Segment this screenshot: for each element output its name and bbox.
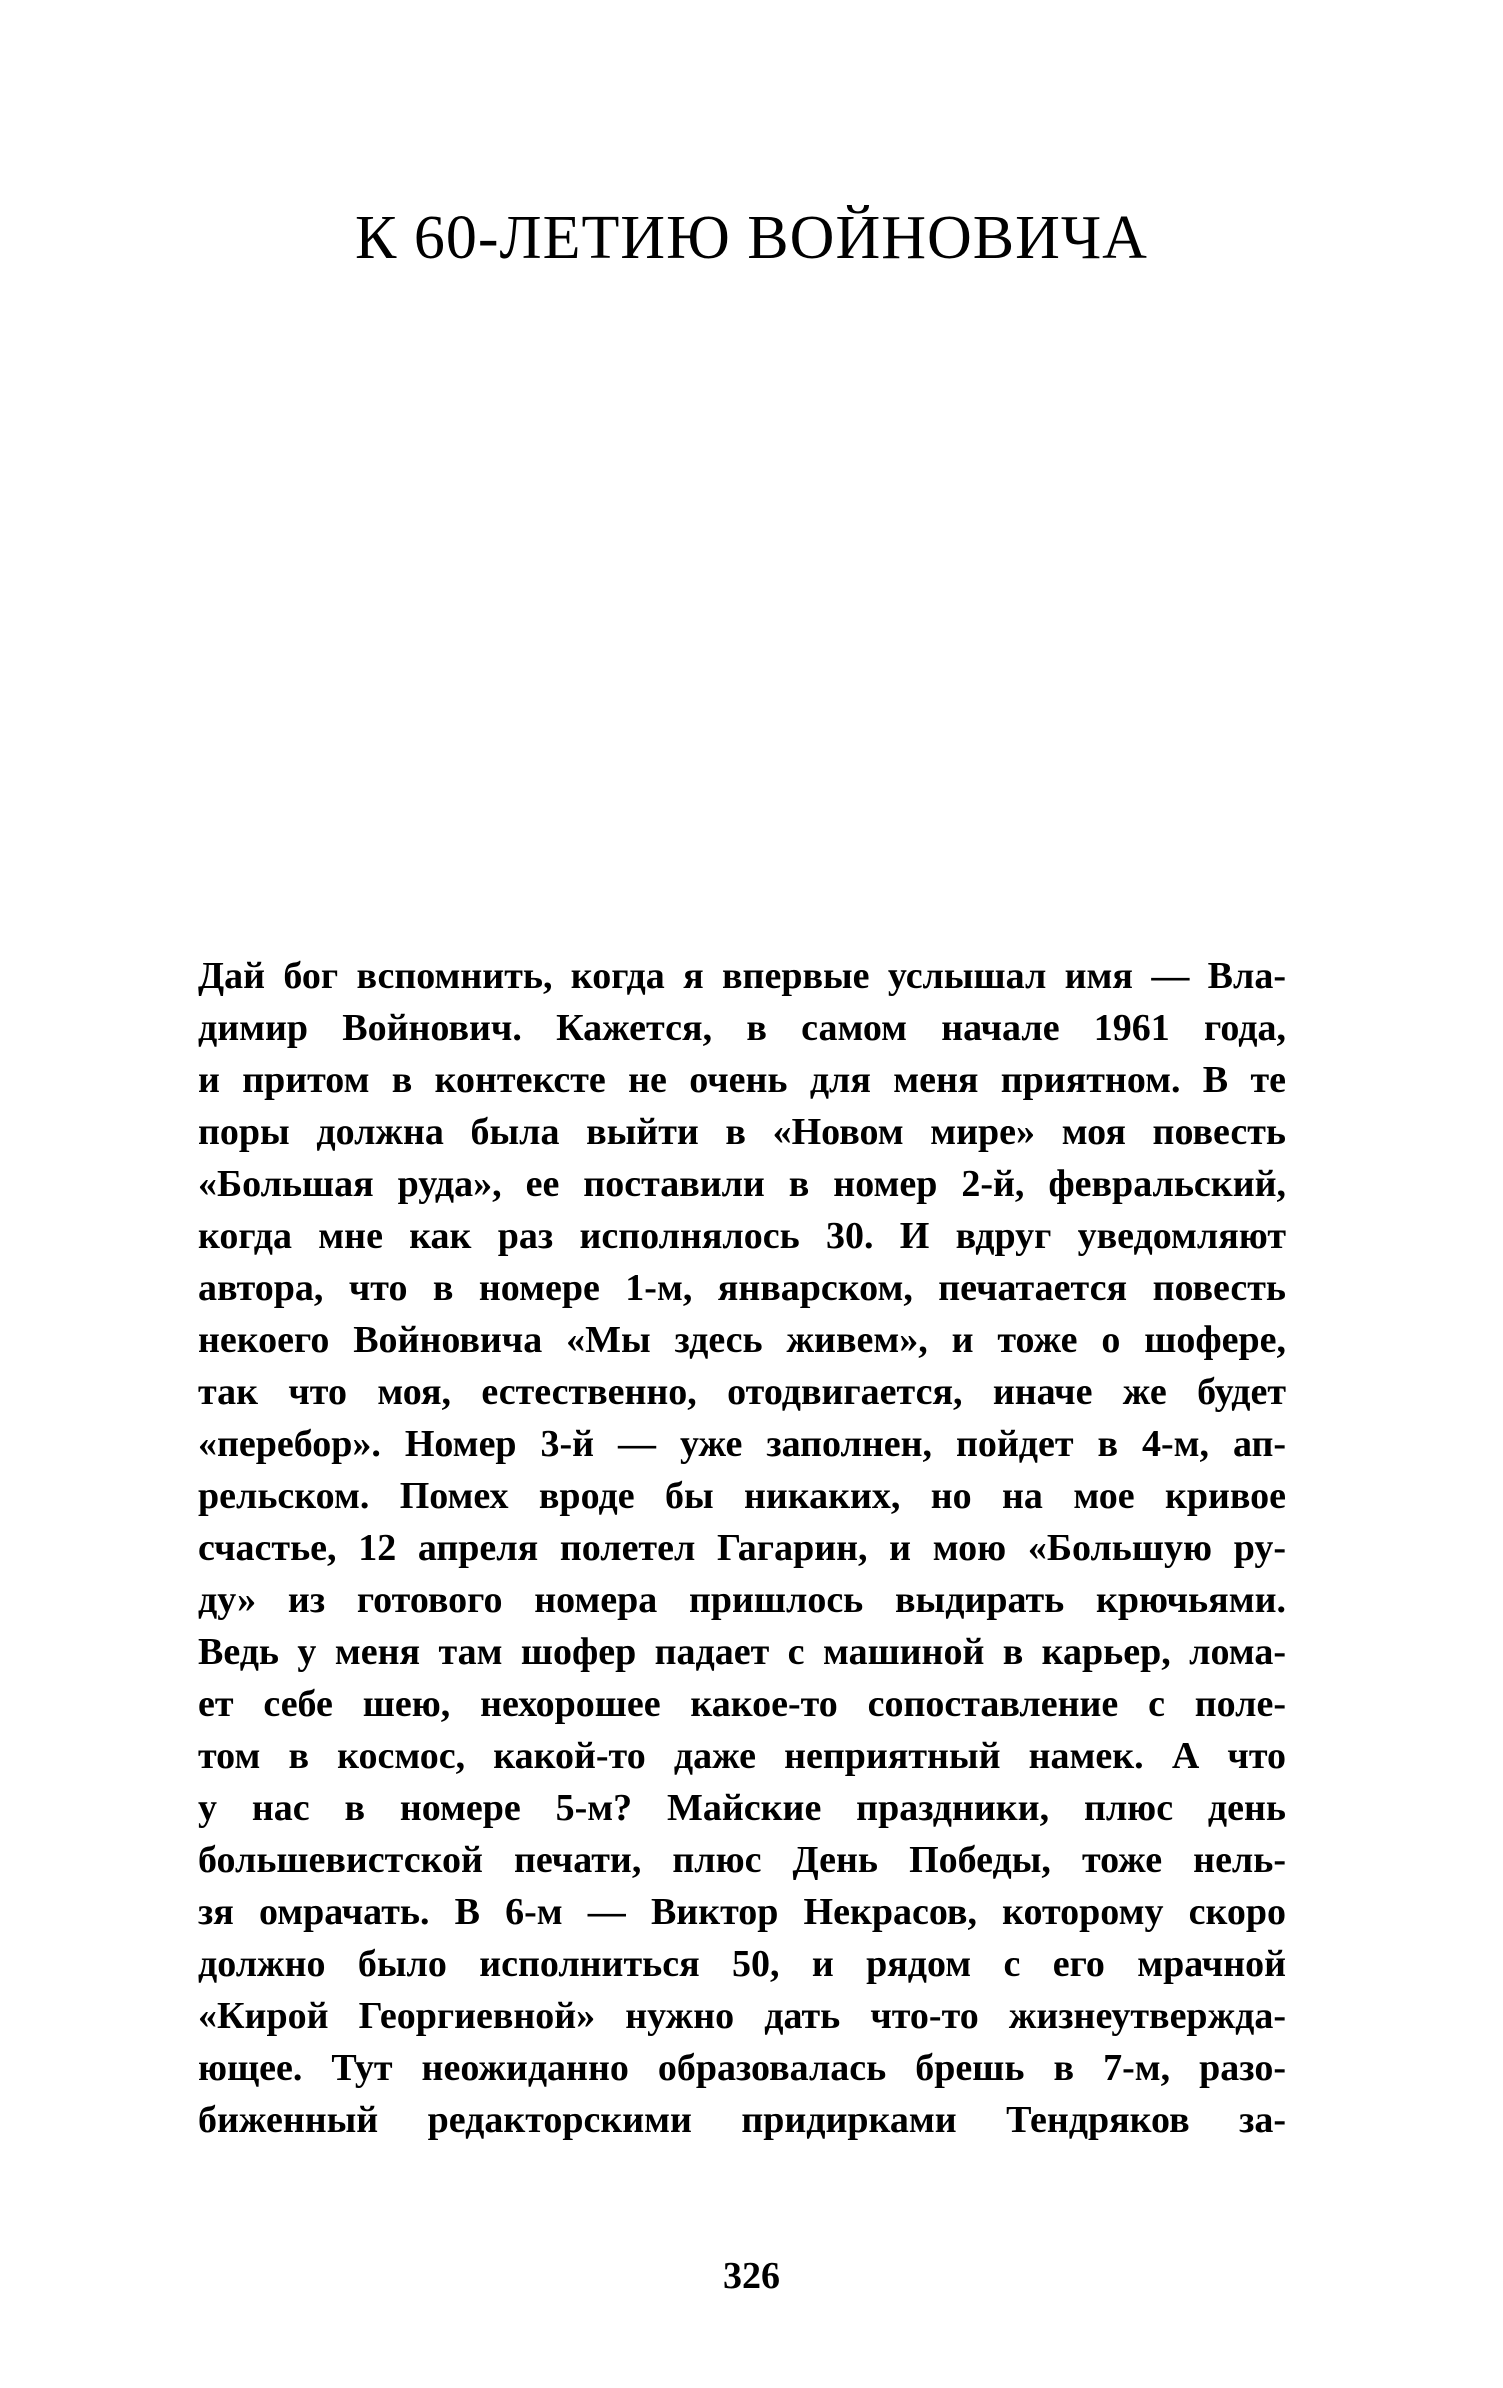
text-line: и притом в контексте не очень для меня приятном. В те — [198, 1059, 1286, 1101]
text-line: у нас в номере 5-м? Майские праздники, плюс день — [198, 1787, 1286, 1829]
text-line: некоего Войновича «Мы здесь живем», и тоже о шофере, — [198, 1319, 1286, 1361]
body-paragraph — [198, 950, 1286, 2146]
text-line: Ведь у меня там шофер падает с машиной в карьер, лома- — [198, 1631, 1286, 1673]
text-line: биженный редакторскими придирками Тендряков за- — [198, 2099, 1286, 2141]
text-line: большевистской печати, плюс День Победы, тоже нель- — [198, 1839, 1286, 1881]
text-line: «перебор». Номер 3-й — уже заполнен, пойдет в 4-м, ап- — [198, 1423, 1286, 1465]
text-line: «Большая руда», ее поставили в номер 2-й, февральский, — [198, 1163, 1286, 1205]
text-line: автора, что в номере 1-м, январском, печатается повесть — [198, 1267, 1286, 1309]
text-line: «Кирой Георгиевной» нужно дать что-то жизнеутвержда- — [198, 1995, 1286, 2037]
chapter-title: К 60-ЛЕТИЮ ВОЙНОВИЧА — [355, 204, 1148, 272]
text-line: так что моя, естественно, отодвигается, иначе же будет — [198, 1371, 1286, 1413]
text-line: когда мне как раз исполнялось 30. И вдруг уведомляют — [198, 1215, 1286, 1257]
text-line: счастье, 12 апреля полетел Гагарин, и мою «Большую ру- — [198, 1527, 1286, 1569]
text-line: рельском. Помех вроде бы никаких, но на мое кривое — [198, 1475, 1286, 1517]
text-line: димир Войнович. Кажется, в самом начале 1961 года, — [198, 1007, 1286, 1049]
text-line: должно было исполниться 50, и рядом с его мрачной — [198, 1943, 1286, 1985]
text-line: том в космос, какой-то даже неприятный намек. А что — [198, 1735, 1286, 1777]
text-line: ющее. Тут неожиданно образовалась брешь в 7-м, разо- — [198, 2047, 1286, 2089]
page-number: 326 — [723, 2255, 780, 2297]
text-line: поры должна была выйти в «Новом мире» моя повесть — [198, 1111, 1286, 1153]
text-line: ду» из готового номера пришлось выдирать крючьями. — [198, 1579, 1286, 1621]
text-line: ет себе шею, нехорошее какое-то сопоставление с поле- — [198, 1683, 1286, 1725]
text-line: Дай бог вспомнить, когда я впервые услышал имя — Вла- — [198, 955, 1286, 997]
text-line: зя омрачать. В 6-м — Виктор Некрасов, которому скоро — [198, 1891, 1286, 1933]
